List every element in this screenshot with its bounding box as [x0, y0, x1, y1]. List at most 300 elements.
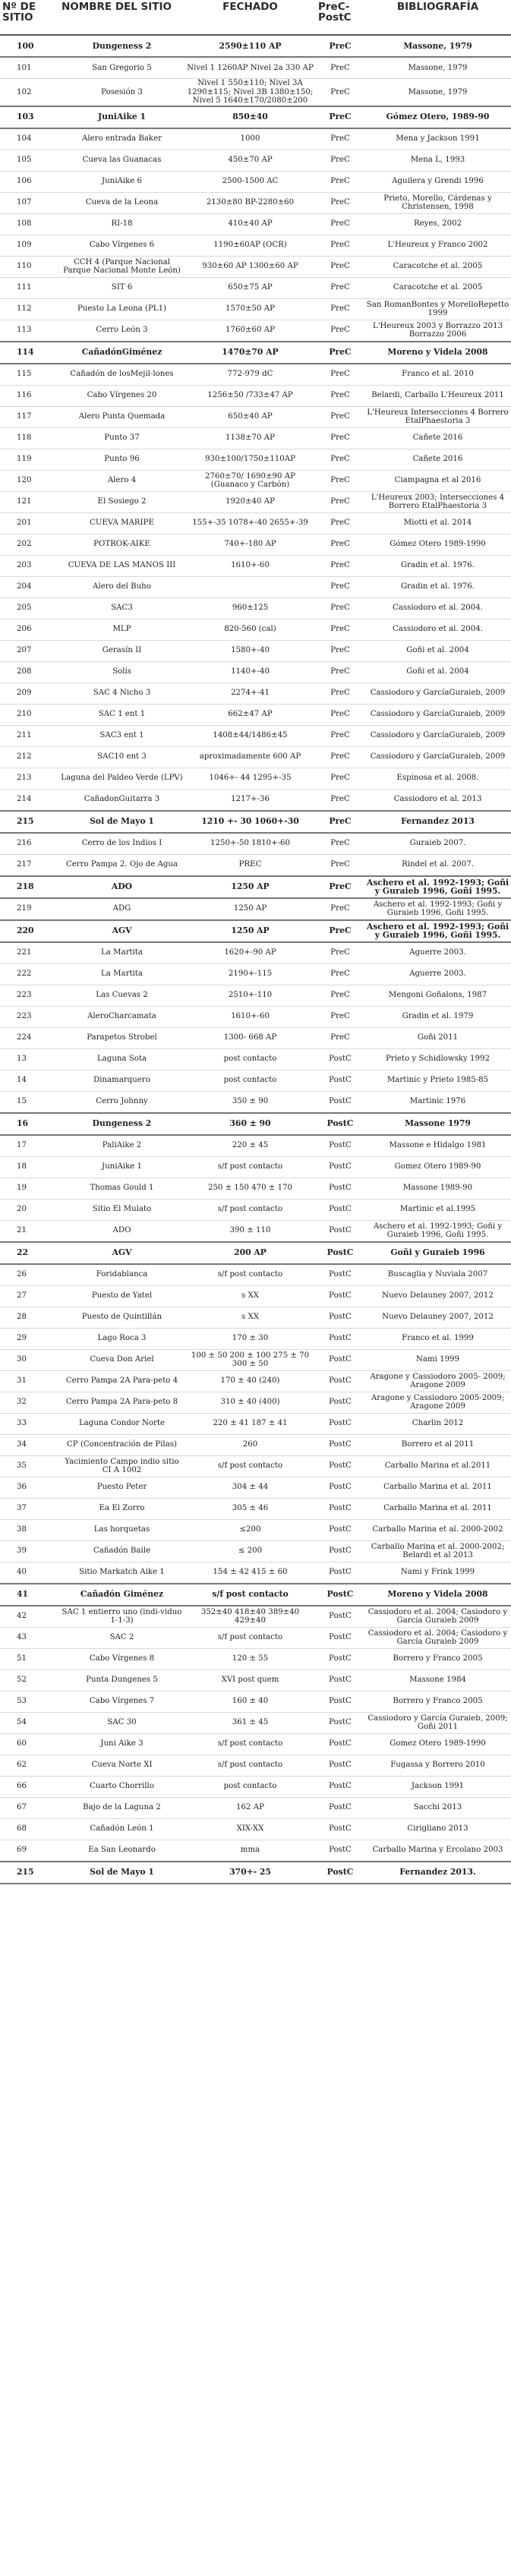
site-number-cell: 223	[0, 1006, 59, 1027]
site-name-cell: Cañadón León 1	[59, 1818, 185, 1840]
site-name-cell: Cerro Pampa 2A Para-peto 8	[59, 1392, 185, 1413]
period-cell: PostC	[316, 1670, 364, 1691]
date-cell: 260	[185, 1434, 316, 1455]
site-number-cell: 117	[0, 406, 59, 427]
date-cell	[185, 576, 316, 597]
date-cell: s/f post contacto	[185, 1733, 316, 1755]
site-number-cell: 51	[0, 1648, 59, 1670]
bibliography-cell: Prieto y Schidlowsky 1992	[364, 1048, 511, 1070]
date-cell: 450±70 AP	[185, 150, 316, 171]
site-number-cell: 100	[0, 35, 59, 57]
period-cell: PreC	[316, 1027, 364, 1048]
table-row	[0, 1413, 511, 1434]
date-cell: Nivel 1 1260AP Nivel 2a 330 AP	[185, 57, 316, 79]
date-cell: s/f post contacto	[185, 1627, 316, 1648]
site-name-cell: SAC3 ent 1	[59, 725, 185, 746]
period-cell: PostC	[316, 1755, 364, 1776]
period-cell: PreC	[316, 985, 364, 1006]
site-name-cell: AGV	[59, 1242, 185, 1264]
bibliography-cell: Aragone y Cassiodoro 2005-2009; Aragone 2009	[364, 1392, 511, 1413]
date-cell: 930±60 AP 1300±60 AP	[185, 256, 316, 277]
bibliography-cell: Caracotche et al. 2005	[364, 277, 511, 298]
bibliography-cell: San RomanBontes y MorelloRepetto 1999	[364, 298, 511, 320]
site-number-cell: 43	[0, 1627, 59, 1648]
period-cell: PostC	[316, 1498, 364, 1519]
bibliography-cell: Gómez Otero, 1989-90	[364, 106, 511, 128]
site-number-cell: 31	[0, 1370, 59, 1392]
site-number-cell: 221	[0, 942, 59, 964]
date-cell: 370+- 25	[185, 1862, 316, 1884]
bibliography-cell: Cassiodoro y GarcíaGuraieb, 2009	[364, 683, 511, 704]
site-name-cell: Dinamarquero	[59, 1070, 185, 1091]
table-row	[0, 1627, 511, 1648]
date-cell: 2760±70/ 1690±90 AP (Guanaco y Carbón)	[185, 470, 316, 491]
site-name-cell: Juni Aike 3	[59, 1733, 185, 1755]
site-name-cell: Bajo de la Laguna 2	[59, 1797, 185, 1818]
date-cell: 1570±50 AP	[185, 298, 316, 320]
table-row	[0, 746, 511, 768]
date-cell: 310 ± 40 (400)	[185, 1392, 316, 1413]
table-body	[0, 35, 511, 1884]
site-name-cell: Cerro de los Indios I	[59, 833, 185, 855]
site-number-cell: 201	[0, 512, 59, 534]
bibliography-cell: Cassiodoro et al. 2004; Casiodoro y García Guraieb 2009	[364, 1606, 511, 1628]
table-row	[0, 534, 511, 555]
date-cell: 1210 +- 30 1060+-30	[185, 811, 316, 833]
site-number-cell: 38	[0, 1519, 59, 1540]
table-row	[0, 256, 511, 277]
bibliography-cell: Borrero y Franco 2005	[364, 1691, 511, 1712]
site-number-cell: 208	[0, 661, 59, 683]
bibliography-cell: Goñi et al. 2004	[364, 640, 511, 661]
period-cell: PostC	[316, 1840, 364, 1862]
site-name-cell: Dungeness 2	[59, 35, 185, 57]
table-row	[0, 235, 511, 256]
bibliography-cell: Ciampagna et al 2016	[364, 470, 511, 491]
table-row	[0, 1178, 511, 1199]
period-cell: PreC	[316, 555, 364, 576]
site-number-cell: 106	[0, 171, 59, 192]
date-cell: mma	[185, 1840, 316, 1862]
table-row	[0, 811, 511, 833]
site-name-cell: JuniAike 1	[59, 106, 185, 128]
date-cell: 1250+-50 1810+-60	[185, 833, 316, 855]
site-number-cell: 36	[0, 1477, 59, 1498]
site-name-cell: Cabo Vírgenes 7	[59, 1691, 185, 1712]
bibliography-cell: Mena y Jackson 1991	[364, 128, 511, 150]
bibliography-cell: Belardi, Carballo L'Heureux 2011	[364, 385, 511, 406]
period-cell: PostC	[316, 1220, 364, 1242]
bibliography-cell: Fugassa y Borrero 2010	[364, 1755, 511, 1776]
table-row	[0, 1862, 511, 1884]
site-name-cell: SAC 30	[59, 1712, 185, 1733]
bibliography-cell: Carballo Marina y Ercolano 2003	[364, 1840, 511, 1862]
bibliography-cell: Nuevo Delauney 2007, 2012	[364, 1285, 511, 1307]
site-name-cell: CUEVA DE LAS MANOS III	[59, 555, 185, 576]
site-name-cell: POTROK-AIKE	[59, 534, 185, 555]
bibliography-cell: Massone 1989-90	[364, 1178, 511, 1199]
date-cell: ≤ 200	[185, 1540, 316, 1562]
period-cell: PostC	[316, 1776, 364, 1797]
site-number-cell: 103	[0, 106, 59, 128]
table-row	[0, 171, 511, 192]
table-row	[0, 1519, 511, 1540]
site-name-cell: Dungeness 2	[59, 1113, 185, 1135]
site-name-cell: Cueva las Guanacas	[59, 150, 185, 171]
bibliography-cell: Borrero et al 2011	[364, 1434, 511, 1455]
table-row	[0, 704, 511, 725]
bibliography-cell: Carballo Marina et al. 2000-2002; Belardi et al 2013	[364, 1540, 511, 1562]
table-row	[0, 192, 511, 213]
site-number-cell: 223	[0, 985, 59, 1006]
date-cell: post contacto	[185, 1776, 316, 1797]
date-cell: XIX-XX	[185, 1818, 316, 1840]
table-row	[0, 985, 511, 1006]
site-name-cell: Puesto Peter	[59, 1477, 185, 1498]
site-name-cell: Las horquetas	[59, 1519, 185, 1540]
site-number-cell: 203	[0, 555, 59, 576]
date-cell: s/f post contacto	[185, 1755, 316, 1776]
period-cell: PostC	[316, 1242, 364, 1264]
bibliography-cell: L'Heureux 2003; Intersecciones 4 Borrero EtalPhaestoria 3	[364, 491, 511, 512]
bibliography-cell: Cassiodoro et al. 2004; Casiodoro y García Guraieb 2009	[364, 1627, 511, 1648]
table-row	[0, 1349, 511, 1370]
site-name-cell: ADO	[59, 1220, 185, 1242]
bibliography-cell: Aguerre 2003.	[364, 963, 511, 985]
date-cell: 2190+-115	[185, 963, 316, 985]
site-number-cell: 62	[0, 1755, 59, 1776]
site-number-cell: 16	[0, 1113, 59, 1135]
table-row	[0, 1242, 511, 1264]
period-cell: PreC	[316, 385, 364, 406]
bibliography-cell: Martinic et al.1995	[364, 1199, 511, 1220]
bibliography-cell: Gomez Otero 1989-90	[364, 1156, 511, 1178]
site-name-cell: SAC 1 entierro uno (indi-viduo 1-1-3)	[59, 1606, 185, 1628]
period-cell: PostC	[316, 1797, 364, 1818]
period-cell: PostC	[316, 1113, 364, 1135]
site-name-cell: Cueva Don Ariel	[59, 1349, 185, 1370]
site-number-cell: 215	[0, 1862, 59, 1884]
table-row	[0, 1498, 511, 1519]
bibliography-cell: Cañete 2016	[364, 449, 511, 470]
table-row	[0, 79, 511, 106]
site-number-cell: 211	[0, 725, 59, 746]
table-row	[0, 1392, 511, 1413]
period-cell: PreC	[316, 364, 364, 386]
table-row	[0, 1006, 511, 1027]
period-cell: PreC	[316, 920, 364, 942]
bibliography-cell: Nuevo Delauney 2007, 2012	[364, 1307, 511, 1328]
bibliography-cell: Aschero et al. 1992-1993; Goñi y Guraieb 1996, Goñi 1995.	[364, 1220, 511, 1242]
table-row	[0, 213, 511, 235]
table-row	[0, 1328, 511, 1349]
site-name-cell: Cabo Vírgenes 8	[59, 1648, 185, 1670]
date-cell: 2510+-110	[185, 985, 316, 1006]
site-number-cell: 69	[0, 1840, 59, 1862]
date-cell: s/f post contacto	[185, 1156, 316, 1178]
date-cell: 304 ± 44	[185, 1477, 316, 1498]
table-row	[0, 1670, 511, 1691]
bibliography-cell: Carballo Marina et al. 2011	[364, 1498, 511, 1519]
date-cell: 305 ± 46	[185, 1498, 316, 1519]
table-row	[0, 1135, 511, 1157]
period-cell: PostC	[316, 1540, 364, 1562]
period-cell: PreC	[316, 963, 364, 985]
site-name-cell: Posesión 3	[59, 79, 185, 106]
table-row	[0, 1220, 511, 1242]
site-number-cell: 205	[0, 597, 59, 619]
site-number-cell: 219	[0, 898, 59, 920]
bibliography-cell: Moreno y Videla 2008	[364, 342, 511, 364]
bibliography-cell: Cassiodoro y García Guraieb, 2009; Goñi 2011	[364, 1712, 511, 1733]
site-name-cell: Cerro Pampa 2. Ojo de Agua	[59, 854, 185, 876]
period-cell: PreC	[316, 342, 364, 364]
bibliography-cell: Fernandez 2013	[364, 811, 511, 833]
site-name-cell: JuniAike 1	[59, 1156, 185, 1178]
site-number-cell: 53	[0, 1691, 59, 1712]
date-cell: 170 ± 40 (240)	[185, 1370, 316, 1392]
site-name-cell: El Sosiego 2	[59, 491, 185, 512]
bibliography-cell: L'Heureux y Franco 2002	[364, 235, 511, 256]
period-cell: PreC	[316, 942, 364, 964]
period-cell: PostC	[316, 1455, 364, 1477]
bibliography-cell: Reyes, 2002	[364, 213, 511, 235]
site-number-cell: 109	[0, 235, 59, 256]
date-cell: s XX	[185, 1285, 316, 1307]
bibliography-cell: Cassiodoro et al. 2004.	[364, 619, 511, 640]
table-row	[0, 789, 511, 811]
site-number-cell: 218	[0, 876, 59, 898]
date-cell: 740+-180 AP	[185, 534, 316, 555]
table-row	[0, 876, 511, 898]
bibliography-cell: Cassiodoro et al. 2013	[364, 789, 511, 811]
date-cell: 220 ± 45	[185, 1135, 316, 1157]
bibliography-cell: Gradin et al. 1976.	[364, 576, 511, 597]
table-row	[0, 725, 511, 746]
date-cell: 220 ± 41 187 ± 41	[185, 1413, 316, 1434]
site-number-cell: 215	[0, 811, 59, 833]
site-number-cell: 210	[0, 704, 59, 725]
site-number-cell: 108	[0, 213, 59, 235]
period-cell: PreC	[316, 277, 364, 298]
table-row	[0, 1285, 511, 1307]
site-name-cell: CP (Concentración de Pilas)	[59, 1434, 185, 1455]
site-number-cell: 214	[0, 789, 59, 811]
period-cell: PostC	[316, 1733, 364, 1755]
bibliography-cell: Franco et al. 2010	[364, 364, 511, 386]
period-cell: PreC	[316, 256, 364, 277]
table-row	[0, 1733, 511, 1755]
table-row	[0, 661, 511, 683]
site-name-cell: Laguna Condor Norte	[59, 1413, 185, 1434]
site-name-cell: Cueva de la Leona	[59, 192, 185, 213]
table-row	[0, 768, 511, 789]
table-row	[0, 57, 511, 79]
bibliography-cell: Massone e Hidalgo 1981	[364, 1135, 511, 1157]
date-cell: 1000	[185, 128, 316, 150]
table-row	[0, 833, 511, 855]
site-number-cell: 110	[0, 256, 59, 277]
site-name-cell: Ea El Zorro	[59, 1498, 185, 1519]
table-row	[0, 385, 511, 406]
table-row	[0, 470, 511, 491]
date-cell: 930±100/1750±110AP	[185, 449, 316, 470]
period-cell: PreC	[316, 1006, 364, 1027]
site-name-cell: MLP	[59, 619, 185, 640]
site-number-cell: 224	[0, 1027, 59, 1048]
date-cell: 1250 AP	[185, 920, 316, 942]
bibliography-cell: Franco et al. 1999	[364, 1328, 511, 1349]
bibliography-cell: Charlin 2012	[364, 1413, 511, 1434]
date-cell: 350 ± 90	[185, 1091, 316, 1113]
site-number-cell: 107	[0, 192, 59, 213]
date-cell: post contacto	[185, 1070, 316, 1091]
bibliography-cell: Nami 1999	[364, 1349, 511, 1370]
bibliography-cell: Aguilera y Grendi 1996	[364, 171, 511, 192]
site-name-cell: Alero entrada Baker	[59, 128, 185, 150]
table-row	[0, 1584, 511, 1606]
date-cell: s/f post contacto	[185, 1199, 316, 1220]
col-header-site-name: NOMBRE DEL SITIO	[59, 0, 185, 35]
table-row	[0, 640, 511, 661]
site-number-cell: 29	[0, 1328, 59, 1349]
bibliography-cell: Goñi et al. 2004	[364, 661, 511, 683]
period-cell: PreC	[316, 768, 364, 789]
date-cell: 361 ± 45	[185, 1712, 316, 1733]
site-number-cell: 28	[0, 1307, 59, 1328]
period-cell: PreC	[316, 470, 364, 491]
bibliography-cell: Mengoni Goñalons, 1987	[364, 985, 511, 1006]
table-row	[0, 683, 511, 704]
site-name-cell: SAC10 ent 3	[59, 746, 185, 768]
bibliography-cell: Cassiodoro et al. 2004.	[364, 597, 511, 619]
site-name-cell: AleroCharcamata	[59, 1006, 185, 1027]
bibliography-cell: Massone 1979	[364, 1113, 511, 1135]
site-name-cell: CCH 4 (Parque Nacional Parque Nacional Monte León)	[59, 256, 185, 277]
period-cell: PreC	[316, 898, 364, 920]
bibliography-cell: Carballo Marina et al.2011	[364, 1455, 511, 1477]
site-number-cell: 42	[0, 1606, 59, 1628]
period-cell: PreC	[316, 449, 364, 470]
date-cell: 1620+-90 AP	[185, 942, 316, 964]
date-cell: 352±40 418±40 389±40 429±40	[185, 1606, 316, 1628]
period-cell: PreC	[316, 725, 364, 746]
period-cell: PreC	[316, 619, 364, 640]
table-row	[0, 1156, 511, 1178]
table-row	[0, 1606, 511, 1628]
bibliography-cell: Aschero et al. 1992-1993; Goñi y Guraieb 1996, Goñi 1995.	[364, 920, 511, 942]
bibliography-cell: Carballo Marina et al. 2011	[364, 1477, 511, 1498]
site-name-cell: Las Cuevas 2	[59, 985, 185, 1006]
period-cell: PostC	[316, 1562, 364, 1584]
table-row	[0, 128, 511, 150]
table-row	[0, 1070, 511, 1091]
period-cell: PreC	[316, 427, 364, 449]
site-name-cell: Punto 96	[59, 449, 185, 470]
table-row	[0, 150, 511, 171]
site-name-cell: Cerro León 3	[59, 320, 185, 342]
period-cell: PostC	[316, 1392, 364, 1413]
date-cell: 1250 AP	[185, 898, 316, 920]
site-number-cell: 14	[0, 1070, 59, 1091]
bibliography-cell: Cassiodoro y GarcíaGuraieb, 2009	[364, 746, 511, 768]
site-name-cell: Cueva Norte XI	[59, 1755, 185, 1776]
site-number-cell: 217	[0, 854, 59, 876]
table-row	[0, 555, 511, 576]
date-cell: 155+-35 1078+-40 2655+-39	[185, 512, 316, 534]
site-name-cell: SAC 4 Nicho 3	[59, 683, 185, 704]
header-row	[0, 0, 511, 35]
period-cell: PreC	[316, 512, 364, 534]
site-name-cell: Parapetos Strobel	[59, 1027, 185, 1048]
period-cell: PreC	[316, 320, 364, 342]
site-name-cell: Alero del Buho	[59, 576, 185, 597]
bibliography-cell: Caracotche et al. 2005	[364, 256, 511, 277]
site-name-cell: Punto 37	[59, 427, 185, 449]
col-header-bibliography: BIBLIOGRAFÍA	[364, 0, 511, 35]
col-header-date: FECHADO	[185, 0, 316, 35]
col-header-period: PreC-PostC	[316, 0, 364, 35]
site-number-cell: 206	[0, 619, 59, 640]
site-number-cell: 26	[0, 1264, 59, 1286]
site-number-cell: 104	[0, 128, 59, 150]
site-name-cell: Cañadón Baile	[59, 1540, 185, 1562]
period-cell: PostC	[316, 1264, 364, 1286]
site-name-cell: CUEVA MARIPE	[59, 512, 185, 534]
date-cell: 1760±60 AP	[185, 320, 316, 342]
table-row	[0, 1199, 511, 1220]
period-cell: PreC	[316, 192, 364, 213]
period-cell: PostC	[316, 1199, 364, 1220]
period-cell: PreC	[316, 534, 364, 555]
col-header-site-number: Nº DE SITIO	[0, 0, 59, 35]
site-number-cell: 27	[0, 1285, 59, 1307]
table-row	[0, 342, 511, 364]
date-cell: post contacto	[185, 1048, 316, 1070]
period-cell: PreC	[316, 128, 364, 150]
site-number-cell: 102	[0, 79, 59, 106]
bibliography-cell: Gradin et al. 1976.	[364, 555, 511, 576]
site-number-cell: 113	[0, 320, 59, 342]
site-name-cell: AGV	[59, 920, 185, 942]
date-cell: 1250 AP	[185, 876, 316, 898]
bibliography-cell: Espinosa et al. 2008.	[364, 768, 511, 789]
site-name-cell: Puesto de Quintillán	[59, 1307, 185, 1328]
site-number-cell: 118	[0, 427, 59, 449]
bibliography-cell: Massone, 1979	[364, 57, 511, 79]
date-cell: 2590±110 AP	[185, 35, 316, 57]
table-row	[0, 320, 511, 342]
site-name-cell: Puesto La Leona (PL1)	[59, 298, 185, 320]
table-row	[0, 35, 511, 57]
site-number-cell: 209	[0, 683, 59, 704]
site-number-cell: 68	[0, 1818, 59, 1840]
site-number-cell: 112	[0, 298, 59, 320]
period-cell: PreC	[316, 35, 364, 57]
site-number-cell: 32	[0, 1392, 59, 1413]
table-row	[0, 1691, 511, 1712]
site-number-cell: 220	[0, 920, 59, 942]
site-name-cell: Cuarto Chorrillo	[59, 1776, 185, 1797]
table-row	[0, 1113, 511, 1135]
period-cell: PostC	[316, 1070, 364, 1091]
site-name-cell: Cabo Vírgenes 6	[59, 235, 185, 256]
site-number-cell: 101	[0, 57, 59, 79]
period-cell: PreC	[316, 789, 364, 811]
site-name-cell: Ea San Leonardo	[59, 1840, 185, 1862]
site-number-cell: 20	[0, 1199, 59, 1220]
site-number-cell: 204	[0, 576, 59, 597]
